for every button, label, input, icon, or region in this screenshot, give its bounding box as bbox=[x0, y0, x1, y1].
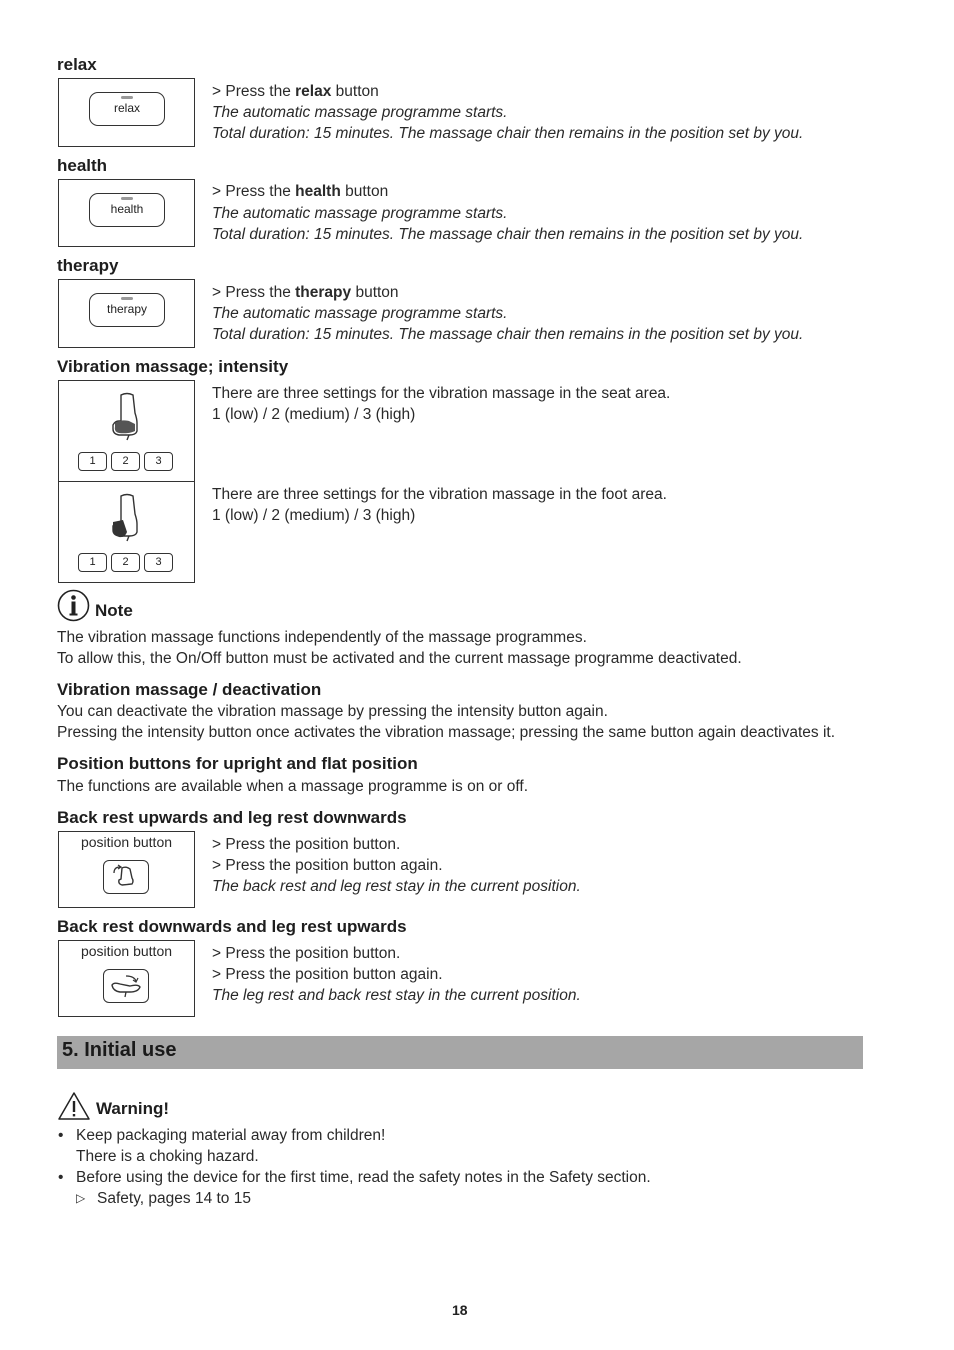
backrest-up-step-1: > Press the position button. bbox=[212, 836, 401, 853]
deactivation-line-1: You can deactivate the vibration massage by pressing the intensity button again. bbox=[57, 703, 608, 720]
therapy-button-box bbox=[58, 279, 195, 348]
relax-start-text: The automatic massage programme starts. bbox=[212, 104, 508, 121]
safety-reference-link[interactable]: Safety, pages 14 to 15 bbox=[97, 1190, 251, 1207]
backrest-down-result: The leg rest and back rest stay in the current position. bbox=[212, 987, 581, 1004]
relax-duration-text: Total duration: 15 minutes. The massage chair then remains in the position set by you. bbox=[212, 125, 804, 142]
position-button-label: position button bbox=[80, 943, 173, 959]
foot-vibration-levels: 1 (low) / 2 (medium) / 3 (high) bbox=[212, 507, 416, 524]
position-line-1: The functions are available when a massage programme is on or off. bbox=[57, 778, 528, 795]
backrest-up-step-2: > Press the position button again. bbox=[212, 857, 443, 874]
note-line-1: The vibration massage functions independently of the massage programmes. bbox=[57, 629, 587, 646]
warning-bullet-1: Keep packaging material away from children! bbox=[76, 1127, 386, 1144]
upright-position-button[interactable] bbox=[103, 860, 149, 894]
health-button-box bbox=[58, 179, 195, 247]
foot-intensity-3-button[interactable]: 3 bbox=[144, 553, 173, 572]
seat-vibration-chair-icon bbox=[107, 391, 147, 441]
note-line-2: To allow this, the On/Off button must be activated and the current massage programme deactivated. bbox=[57, 650, 742, 667]
seat-intensity-1-button[interactable]: 1 bbox=[78, 452, 107, 471]
info-icon bbox=[57, 589, 90, 622]
reclined-chair-icon bbox=[108, 973, 146, 999]
position-heading: Position buttons for upright and flat position bbox=[57, 754, 418, 773]
foot-intensity-1-button[interactable]: 1 bbox=[78, 553, 107, 572]
reference-arrow-icon: ▷ bbox=[76, 1191, 86, 1205]
deactivation-line-2: Pressing the intensity button once activates the vibration massage; pressing the same button again deactivates it. bbox=[57, 724, 836, 741]
seat-intensity-2-button[interactable]: 2 bbox=[111, 452, 140, 471]
indicator-icon bbox=[121, 197, 133, 200]
health-heading: health bbox=[57, 156, 108, 175]
foot-vibration-chair-icon bbox=[107, 492, 147, 542]
note-title: Note bbox=[95, 601, 133, 620]
therapy-instruction: > Press the therapy button bbox=[212, 284, 399, 301]
health-duration-text: Total duration: 15 minutes. The massage chair then remains in the position set by you. bbox=[212, 226, 804, 243]
foot-vibration-box bbox=[58, 481, 195, 583]
backrest-down-box bbox=[58, 940, 195, 1017]
seat-vibration-text: There are three settings for the vibration massage in the seat area. bbox=[212, 385, 671, 402]
vibration-heading: Vibration massage; intensity bbox=[57, 357, 289, 376]
warning-bullet-2: Before using the device for the first time, read the safety notes in the Safety section. bbox=[76, 1169, 651, 1186]
warning-bullet-1-detail: There is a choking hazard. bbox=[76, 1148, 259, 1165]
indicator-icon bbox=[121, 297, 133, 300]
therapy-button-label: therapy bbox=[106, 302, 148, 316]
bullet-icon: • bbox=[58, 1169, 64, 1186]
health-button-label: health bbox=[110, 202, 144, 216]
therapy-start-text: The automatic massage programme starts. bbox=[212, 305, 508, 322]
warning-icon bbox=[57, 1091, 91, 1121]
page-number: 18 bbox=[452, 1302, 468, 1318]
deactivation-heading: Vibration massage / deactivation bbox=[57, 680, 322, 699]
warning-title: Warning! bbox=[96, 1099, 170, 1118]
seat-intensity-3-button[interactable]: 3 bbox=[144, 452, 173, 471]
foot-vibration-text: There are three settings for the vibration massage in the foot area. bbox=[212, 486, 667, 503]
health-instruction: > Press the health button bbox=[212, 183, 389, 200]
flat-position-button[interactable] bbox=[103, 969, 149, 1003]
backrest-up-result: The back rest and leg rest stay in the current position. bbox=[212, 878, 581, 895]
indicator-icon bbox=[121, 96, 133, 99]
relax-instruction: > Press the relax button bbox=[212, 83, 379, 100]
backrest-up-heading: Back rest upwards and leg rest downwards bbox=[57, 808, 407, 827]
seat-vibration-levels: 1 (low) / 2 (medium) / 3 (high) bbox=[212, 406, 416, 423]
therapy-button[interactable] bbox=[89, 293, 165, 327]
section-title: 5. Initial use bbox=[62, 1039, 177, 1061]
section-header-bar bbox=[57, 1036, 863, 1069]
bullet-icon: • bbox=[58, 1127, 64, 1144]
backrest-down-step-2: > Press the position button again. bbox=[212, 966, 443, 983]
seat-vibration-box bbox=[58, 380, 195, 482]
relax-button[interactable] bbox=[89, 92, 165, 126]
relax-button-box bbox=[58, 78, 195, 147]
backrest-down-step-1: > Press the position button. bbox=[212, 945, 401, 962]
backrest-up-box bbox=[58, 831, 195, 908]
backrest-down-heading: Back rest downwards and leg rest upwards bbox=[57, 917, 407, 936]
relax-heading: relax bbox=[57, 55, 97, 74]
health-button[interactable] bbox=[89, 193, 165, 227]
upright-chair-icon bbox=[110, 864, 144, 890]
therapy-duration-text: Total duration: 15 minutes. The massage chair then remains in the position set by you. bbox=[212, 326, 804, 343]
relax-button-label: relax bbox=[113, 101, 140, 115]
position-button-label: position button bbox=[80, 834, 173, 850]
therapy-heading: therapy bbox=[57, 256, 119, 275]
health-start-text: The automatic massage programme starts. bbox=[212, 205, 508, 222]
foot-intensity-2-button[interactable]: 2 bbox=[111, 553, 140, 572]
